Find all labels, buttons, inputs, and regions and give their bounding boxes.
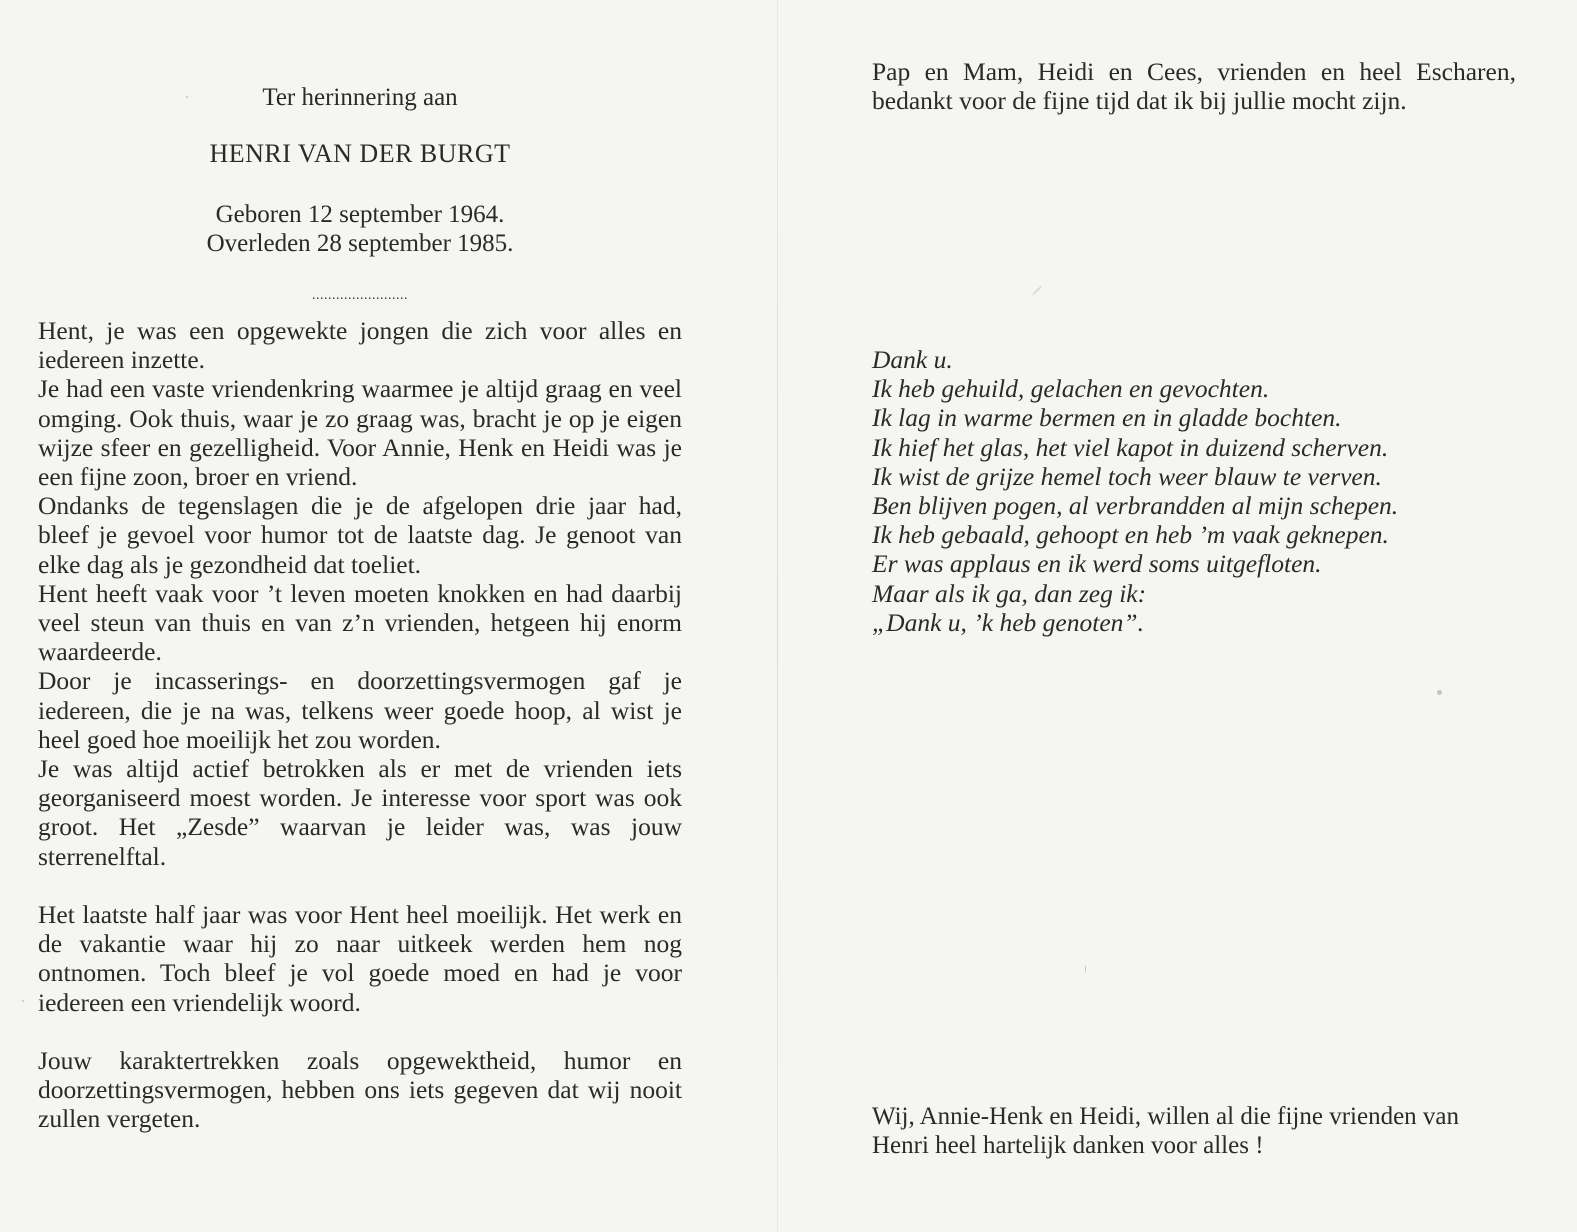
death-date: Overleden 28 september 1985. <box>206 230 514 257</box>
paper-speck <box>186 96 188 98</box>
thanks-message: Pap en Mam, Heidi en Cees, vrienden en heel Escharen, bedankt voor de fijne tijd dat ik bij jullie mocht zijn. <box>872 57 1516 115</box>
paragraph: Hent, je was een opgewekte jongen die zich voor alles en iedereen inzette. <box>38 316 682 375</box>
center-fold-line <box>777 0 778 1232</box>
paper-speck <box>1437 690 1442 695</box>
poem-line: Ik heb gehuild, gelachen en gevochten. <box>872 374 1270 404</box>
paragraph: Door je incasserings- en doorzettingsvermogen gaf je iedereen, die je na was, telkens weer goede hoop, al wist je heel goed hoe moeilijk het zou worden. <box>38 666 682 754</box>
paper-speck <box>1085 965 1086 973</box>
paragraph: Je had een vaste vriendenkring waarmee je altijd graag en veel omging. Ook thuis, waar je zo graag was, bracht je op je eigen wijze sfeer en gezelligheid. Voor Annie, Henk en Heidi was je een fijne zoon, broer en vriend. <box>38 374 682 492</box>
poem-line: Dank u. <box>872 345 953 374</box>
memorial-text <box>38 316 682 1134</box>
paragraph: Hent heeft vaak voor ’t leven moeten knokken en had daarbij veel steun van thuis en van z’n vrienden, hetgeen hij enorm waardeerde. <box>38 578 682 667</box>
poem <box>872 345 1532 637</box>
paragraph-gap <box>38 1017 682 1046</box>
poem-line: „Dank u, ’k heb genoten”. <box>872 607 1144 637</box>
paper-speck <box>22 1000 24 1002</box>
poem-line: Maar als ik ga, dan zeg ik: <box>872 578 1147 608</box>
paragraph: Het laatste half jaar was voor Hent heel moeilijk. Het werk en de vakantie waar hij zo naar uitkeek werden hem nog ontnomen. Toch bleef je vol goede moed en had je voor iedereen een vriendelijk woord. <box>38 900 682 1017</box>
paragraph: Je was altijd actief betrokken als er met de vrienden iets georganiseerd moest worden. Je interesse voor sport was ook groot. Het „Zesde” waarvan je leider was, was jouw sterrenelftal. <box>38 754 682 871</box>
poem-line: Ben blijven pogen, al verbrandden al mijn schepen. <box>872 491 1399 521</box>
intro-line: Ter herinnering aan <box>262 84 458 111</box>
paragraph-gap <box>38 871 682 900</box>
poem-line: Er was applaus en ik werd soms uitgefloten. <box>872 549 1322 579</box>
poem-line: Ik heb gebaald, gehoopt en heb ’m vaak geknepen. <box>872 520 1389 550</box>
life-dates <box>38 200 682 258</box>
paragraph: Ondanks de tegenslagen die je de afgelopen drie jaar had, bleef je gevoel voor humor tot de laatste dag. Je genoot van elke dag als je gezondheid dat toeliet. <box>38 491 682 579</box>
poem-line: Ik lag in warme bermen en in gladde bochten. <box>872 403 1342 433</box>
dotted-separator: ........................ <box>312 288 408 303</box>
birth-date: Geboren 12 september 1964. <box>215 201 505 228</box>
paragraph: Jouw karaktertrekken zoals opgewektheid, humor en doorzettingsvermogen, hebben ons iets gegeven dat wij nooit zullen vergeten. <box>38 1046 682 1134</box>
poem-line: Ik wist de grijze hemel toch weer blauw te verven. <box>872 461 1382 491</box>
deceased-name: HENRI VAN DER BURGT <box>209 139 511 168</box>
family-thanks: Wij, Annie-Henk en Heidi, willen al die fijne vrienden van Henri heel hartelijk danken voor alles ! <box>872 1103 1460 1159</box>
paper-speck <box>1032 285 1043 296</box>
poem-line: Ik hief het glas, het viel kapot in duizend scherven. <box>872 432 1389 462</box>
